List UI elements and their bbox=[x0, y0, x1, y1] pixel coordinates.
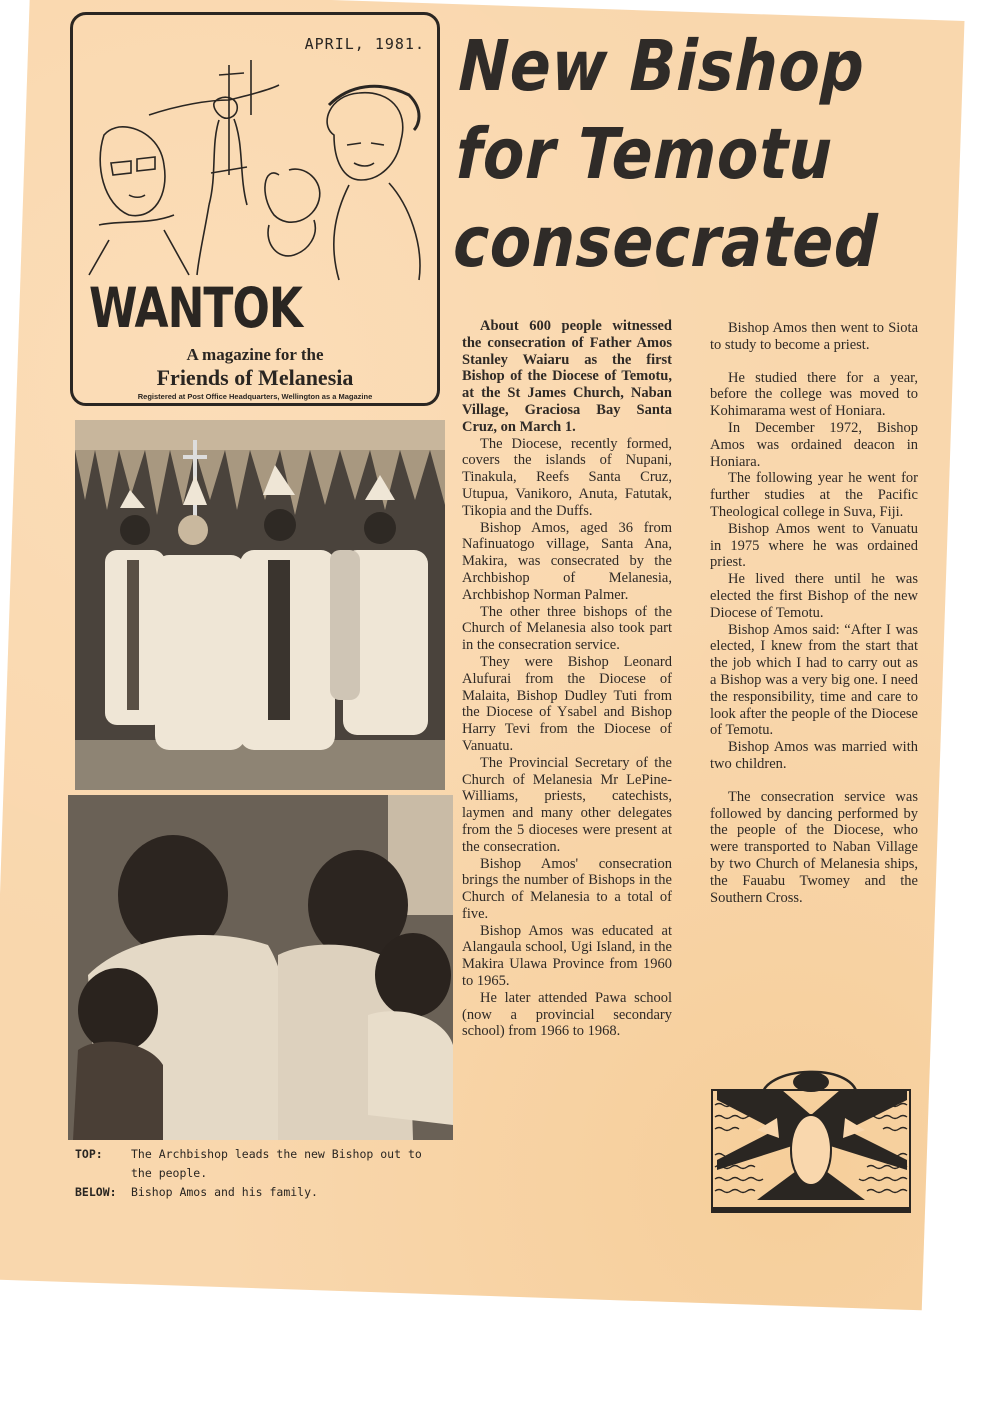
photo-bishop-family-icon bbox=[68, 795, 453, 1140]
headline-line-1: New Bishop bbox=[457, 25, 866, 107]
tagline-line-1: A magazine for the bbox=[186, 345, 324, 364]
melanesian-emblem-icon bbox=[707, 1060, 915, 1215]
registration-notice: Registered at Post Office Headquarters, Wellington as a Magazine bbox=[137, 392, 373, 401]
article-paragraph: The consecration service was followed by dancing performed by the people of the Diocese, who were transported to Naban Village by two Church of Melanesia ships, the Fauabu Twomey and the Southern Cross. bbox=[710, 788, 918, 906]
caption-label: TOP: bbox=[75, 1147, 103, 1161]
caption-text: The Archbishop leads the new Bishop out to the people. bbox=[131, 1147, 422, 1180]
article-paragraph: The other three bishops of the Church of Melanesia also took part in the consecration service. bbox=[462, 603, 672, 654]
article-paragraph: Bishop Amos was educated at Alangaula school, Ugi Island, in the Makira Ulawa Province from 1960 to 1965. bbox=[462, 922, 672, 990]
caption-text: Bishop Amos and his family. bbox=[131, 1185, 318, 1199]
caption-below bbox=[75, 1183, 435, 1202]
article-paragraph: About 600 people witnessed the consecration of Father Amos Stanley Waiaru as the first Bishop of the Diocese of Temotu, at the St James Church, Naban Village, Graciosa Bay Santa Cruz, on March 1. bbox=[462, 318, 672, 435]
masthead-box bbox=[70, 12, 440, 406]
article-column-1 bbox=[462, 318, 672, 1040]
issue-date: APRIL, 1981. bbox=[304, 35, 425, 53]
sketch-crucifix-and-people-icon bbox=[79, 55, 435, 285]
article-headline bbox=[452, 22, 880, 286]
article-paragraph: Bishop Amos said: “After I was elected, I knew from the start that the job which I had to carry out as a Bishop was a very big one. I need the responsibility, time and care to look after the people of the Diocese of Temotu. bbox=[710, 621, 918, 739]
headline-line-3: consecrated bbox=[452, 201, 880, 283]
tagline-line-2: Friends of Melanesia bbox=[156, 365, 354, 390]
caption-top bbox=[75, 1145, 435, 1183]
wantok-logo: WANTOK bbox=[89, 277, 302, 341]
article-paragraph: He studied there for a year, before the college was moved to Kohimarama west of Honiara. bbox=[710, 369, 918, 420]
article-paragraph: He lived there until he was elected the first Bishop of the new Diocese of Temotu. bbox=[710, 571, 918, 621]
article-paragraph: The following year he went for further studies at the Pacific Theological college in Suva, Fiji. bbox=[710, 470, 918, 520]
article-paragraph: They were Bishop Leonard Alufurai from the Diocese of Malaita, Bishop Dudley Tuti from the Diocese of Ysabel and Bishop Harry Tevi from the Diocese of Vanuatu. bbox=[462, 653, 672, 754]
photo-bishop-family bbox=[68, 795, 453, 1140]
photo-bishops-procession-icon bbox=[75, 420, 445, 790]
article-paragraph: The Diocese, recently formed, covers the islands of Nupani, Tinakula, Reefs Santa Cruz, Utupua, Vanikoro, Anuta, Fatutak, Tikopia and the Duffs. bbox=[462, 435, 672, 519]
article-paragraph: Bishop Amos was married with two children. bbox=[710, 739, 918, 772]
article-paragraph: In December 1972, Bishop Amos was ordained deacon in Honiara. bbox=[710, 419, 918, 470]
article-paragraph: The Provincial Secretary of the Church of Melanesia Mr LePine-Williams, priests, catechists, laymen and many other delegates from the 5 dioceses were present at the consecration. bbox=[462, 754, 672, 855]
article-paragraph: He later attended Pawa school (now a provincial secondary school) from 1966 to 1968. bbox=[462, 989, 672, 1040]
article-paragraph: Bishop Amos, aged 36 from Nafinuatogo village, Santa Ana, Makira, was consecrated by the Archbishop of Melanesia, Archbishop Norman Palmer. bbox=[462, 519, 672, 603]
article-paragraph: Bishop Amos' consecration brings the number of Bishops in the Church of Melanesia to a total of five. bbox=[462, 855, 672, 922]
photo-captions bbox=[75, 1145, 435, 1202]
caption-label: BELOW: bbox=[75, 1185, 117, 1199]
photo-bishops-procession bbox=[75, 420, 445, 790]
article-paragraph: Bishop Amos went to Vanuatu in 1975 where he was ordained priest. bbox=[710, 520, 918, 571]
headline-line-2: for Temotu bbox=[454, 113, 834, 195]
article-paragraph: Bishop Amos then went to Siota to study to become a priest. bbox=[710, 320, 918, 353]
article-column-2 bbox=[710, 320, 918, 906]
